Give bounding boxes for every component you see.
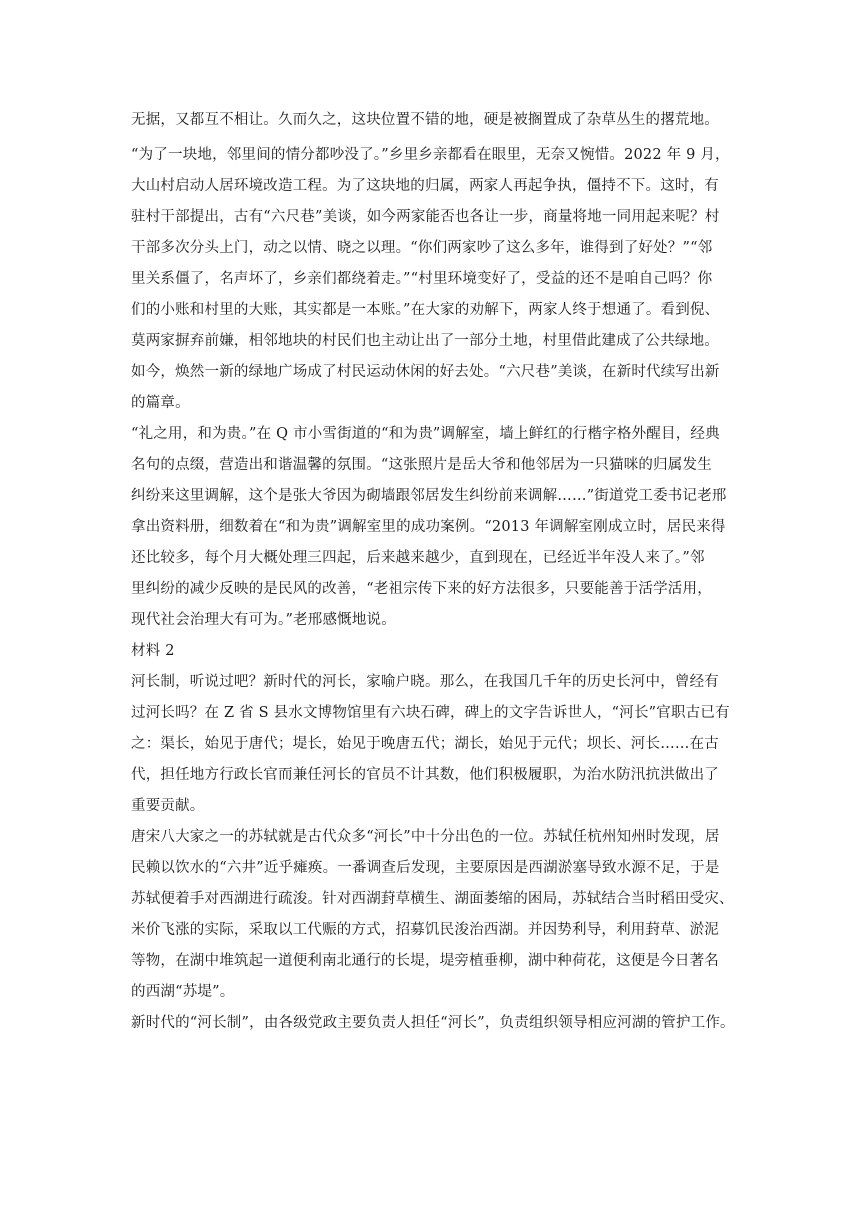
text-line: 新时代的“河长制”，由各级党政主要负责人担任“河长”，负责组织领导相应河湖的管护工作。 — [131, 1015, 735, 1031]
text-line: “礼之用，和为贵。”在 Q 市小雪街道的“和为贵”调解室，墙上鲜红的行楷字格外醒目，经典 — [131, 426, 720, 442]
text-line: 之：渠长，始见于唐代；堤长，始见于晚唐五代；湖长，始见于元代；坝长、河长……在古 — [131, 736, 719, 752]
text-line: 驻村干部提出，古有“六尺巷”美谈，如今两家能否也各让一步，商量将地一同用起来呢？村 — [131, 209, 720, 225]
text-line: 河长制，听说过吧？新时代的河长，家喻户晓。那么，在我国几千年的历史长河中，曾经有 — [131, 674, 719, 690]
text-line: 名句的点缀，营造出和谐温馨的氛围。“这张照片是岳大爷和他邻居为一只猫咪的归属发生 — [131, 457, 712, 473]
text-line: 无据，又都互不相让。久而久之，这块位置不错的地，硬是被搁置成了杂草丛生的撂荒地。 — [131, 112, 719, 128]
text-line: 们的小账和村里的大账，其实都是一本账。”在大家的劝解下，两家人终于想通了。看到倪、 — [131, 302, 720, 318]
text-line: 唐宋八大家之一的苏轼就是古代众多“河长”中十分出色的一位。苏轼任杭州知州时发现，居 — [131, 829, 720, 845]
text-line: 民赖以饮水的“六井”近乎瘫痪。一番调查后发现，主要原因是西湖淤塞导致水源不足，于是 — [131, 860, 720, 876]
text-line: 苏轼便着手对西湖进行疏浚。针对西湖葑草横生、湖面萎缩的困局，苏轼结合当时稻田受灾、 — [131, 891, 734, 907]
text-line: 代，担任地方行政长官而兼任河长的官员不计其数，他们积极履职，为治水防汛抗洪做出了 — [131, 767, 719, 783]
text-line: 里纠纷的减少反映的是民风的改善，“老祖宗传下来的好方法很多，只要能善于活学活用， — [131, 581, 712, 597]
text-line: 大山村启动人居环境改造工程。为了这块地的归属，两家人再起争执，僵持不下。这时，有 — [131, 178, 719, 194]
section-heading: 材料 2 — [131, 643, 175, 659]
text-line: 的西湖“苏堤”。 — [131, 984, 235, 1000]
text-line: 过河长吗？在 Z 省 S 县水文博物馆里有六块石碑，碑上的文字告诉世人，“河长”官职古已有 — [131, 705, 730, 721]
text-line: 拿出资料册，细数着在“和为贵”调解室里的成功案例。“2013 年调解室刚成立时，居民来得 — [131, 519, 726, 535]
text-line: 现代社会治理大有可为。”老邢感慨地说。 — [131, 612, 396, 628]
text-line: 里关系僵了，名声坏了，乡亲们都绕着走。”“村里环境变好了，受益的还不是咱自己吗？你 — [131, 271, 713, 287]
text-line: 莫两家摒弃前嫌，相邻地块的村民们也主动让出了一部分土地，村里借此建成了公共绿地。 — [131, 333, 719, 349]
text-line: 等物，在湖中堆筑起一道便利南北通行的长堤，堤旁植垂柳，湖中种荷花，这便是今日著名 — [131, 953, 719, 969]
text-line: 干部多次分头上门，动之以情、晓之以理。“你们两家吵了这么多年，谁得到了好处？”“邻 — [131, 240, 713, 256]
text-line: “为了一块地，邻里间的情分都吵没了。”乡里乡亲都看在眼里，无奈又惋惜。2022 年 9 月， — [131, 147, 730, 163]
text-line: 如今，焕然一新的绿地广场成了村民运动休闲的好去处。“六尺巷”美谈，在新时代续写出新 — [131, 364, 720, 380]
text-line: 重要贡献。 — [131, 798, 205, 814]
text-line: 米价飞涨的实际，采取以工代赈的方式，招募饥民浚治西湖。并因势利导，利用葑草、淤泥 — [131, 922, 719, 938]
text-line: 纠纷来这里调解，这个是张大爷因为砌墙跟邻居发生纠纷前来调解……”街道党工委书记老邢 — [131, 488, 727, 504]
text-line: 的篇章。 — [131, 395, 190, 411]
text-line: 还比较多，每个月大概处理三四起，后来越来越少，直到现在，已经近半年没人来了。”邻 — [131, 550, 705, 566]
